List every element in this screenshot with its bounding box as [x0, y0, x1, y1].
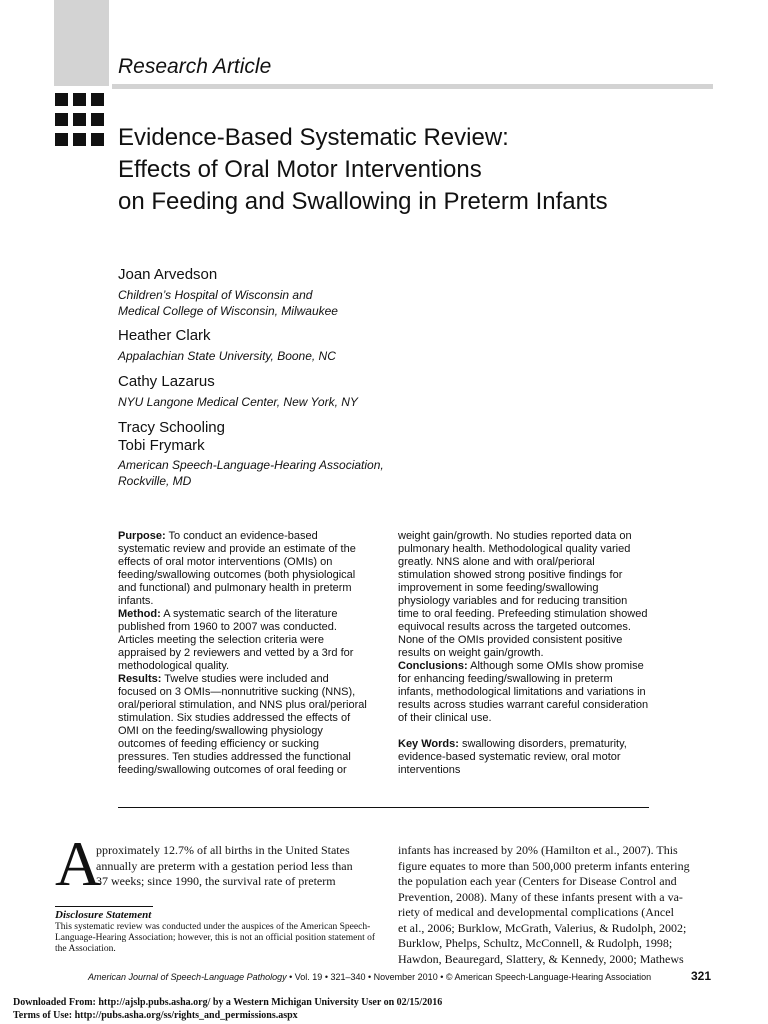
square-icon [73, 113, 86, 126]
drop-cap: A [55, 828, 102, 899]
square-icon [55, 113, 68, 126]
abstract-results-continued: weight gain/growth. No studies reported data on pulmonary health. Methodological quality varied greatly. NNS alone and with oral/perioral stimulation showed strong positive findings for improvement in some feeding/swallowing physiology variables and for reducing transition time to oral feeding. Prefeeding stimulation showed equivocal results across the targeted outcomes. None of the OMIs provided consistent positive results on weight gain/growth. [398, 530, 648, 659]
square-icon [73, 93, 86, 106]
square-icon [73, 133, 86, 146]
author-name: Tobi Frymark [118, 437, 205, 454]
title-line: Effects of Oral Motor Interventions [118, 156, 482, 183]
disclosure-heading: Disclosure Statement [55, 909, 152, 921]
square-icon [91, 93, 104, 106]
body-column-left: pproximately 12.7% of all births in the United States annually are preterm with a gestation period less than 37 weeks; since 1990, the survival rate of preterm [96, 843, 353, 888]
author-name: Tracy Schooling [118, 419, 225, 436]
author-affiliation: Appalachian State University, Boone, NC [118, 349, 336, 363]
journal-name: American Journal of Speech-Language Pathology [88, 972, 287, 982]
abstract-method: Method: A systematic search of the literature published from 1960 to 2007 was conducted. Articles meeting the selection criteria were appraised by 2 reviewers and vetted by a 3rd for methodological quality. [118, 608, 354, 672]
author-affiliation: Children’s Hospital of Wisconsin and Medical College of Wisconsin, Milwaukee [118, 288, 338, 318]
header-gray-tab [54, 0, 109, 86]
abstract-column-right [398, 530, 650, 777]
title-line: on Feeding and Swallowing in Preterm Infants [118, 188, 608, 215]
author-affiliation: American Speech-Language-Hearing Association, Rockville, MD [118, 458, 384, 488]
section-label: Research Article [118, 55, 272, 78]
author-name: Heather Clark [118, 327, 211, 344]
author-name: Cathy Lazarus [118, 373, 215, 390]
disclosure-rule [55, 906, 153, 907]
square-icon [55, 133, 68, 146]
square-icon [55, 93, 68, 106]
square-icon [91, 133, 104, 146]
body-column-right: infants has increased by 20% (Hamilton et al., 2007). This figure equates to more than 500,000 preterm infants entering the population each year (Centers for Disease Control and Prevention, 2008). Many of these infants present with a va- riety of medical and developmental complications (Ancel et al., 2006; Burklow, McGrath, Valerius, & Rudolph, 2002; Burklow, Phelps, Schultz, McConnell, & Rudolph, 1998; Hawdon, Beauregard, Slattery, & Kennedy, 2000; Mathews [398, 843, 690, 966]
square-icon [91, 113, 104, 126]
author-affiliation: NYU Langone Medical Center, New York, NY [118, 395, 358, 409]
title-line: Evidence-Based Systematic Review: [118, 124, 509, 151]
journal-details: • Vol. 19 • 321–340 • November 2010 • © American Speech-Language-Hearing Association [286, 972, 652, 982]
disclosure-text: This systematic review was conducted under the auspices of the American Speech-Language-Hearing Association; however, this is not an official position statement of the Association. [55, 922, 375, 954]
journal-footer [88, 972, 651, 982]
article-title [118, 122, 608, 218]
abstract-column-left [118, 530, 370, 777]
header-rule [112, 84, 713, 89]
abstract-purpose: Purpose: To conduct an evidence-based systematic review and provide an estimate of the effects of oral motor interventions (OMIs) on feeding/swallowing outcomes (both physiological and functional) and pulmonary health in preterm infants. [118, 530, 356, 607]
author-name: Joan Arvedson [118, 266, 218, 283]
abstract-rule [118, 807, 649, 808]
abstract-conclusions: Conclusions: Although some OMIs show promise for enhancing feeding/swallowing in preterm infants, methodological limitations and variations in results across studies warrant careful consideration of their clinical use. [398, 660, 649, 724]
page-number: 321 [691, 969, 712, 983]
abstract-results: Results: Twelve studies were included and focused on 3 OMIs—nonnutritive sucking (NNS), oral/perioral stimulation, and NNS plus oral/perioral stimulation. Six studies addressed the effects of OMI on the feeding/swallowing physiology outcomes of feeding efficiency or sucking pressures. Ten studies addressed the functional feeding/swallowing outcomes of oral feeding or [118, 673, 367, 776]
download-notice: Downloaded From: http://ajslp.pubs.asha.org/ by a Western Michigan University User on 02/15/2016 [13, 997, 443, 1008]
terms-of-use-link[interactable]: Terms of Use: http://pubs.asha.org/ss/rights_and_permissions.aspx [13, 1010, 298, 1021]
abstract-keywords: Key Words: swallowing disorders, prematurity, evidence-based systematic review, oral motor interventions [398, 738, 627, 776]
